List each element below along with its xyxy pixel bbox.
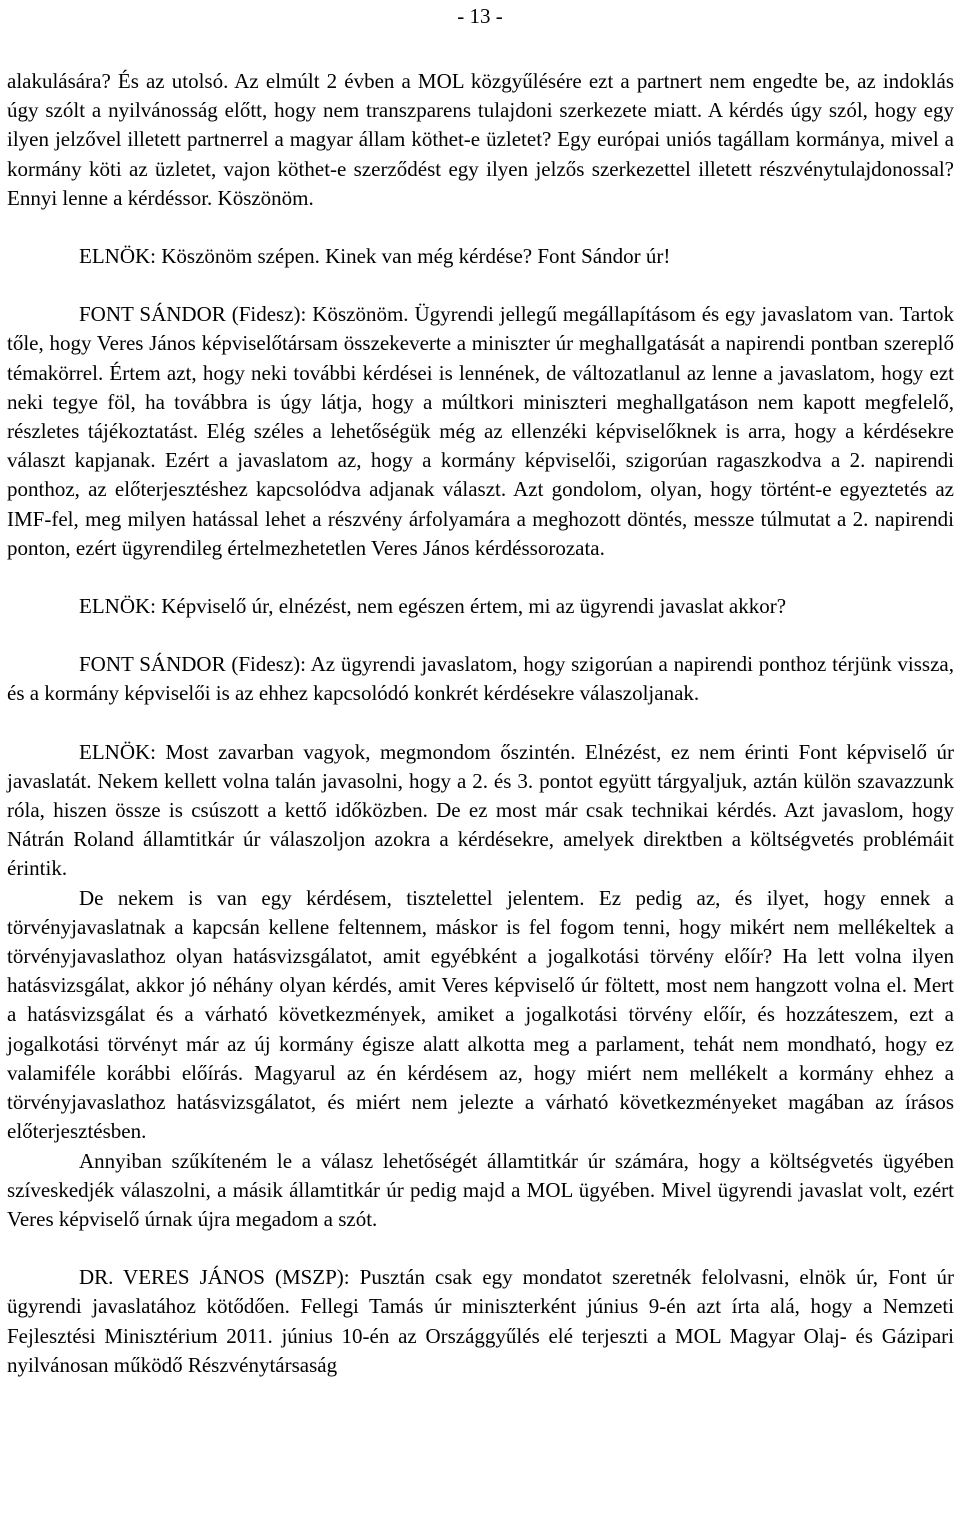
document-body (7, 67, 954, 1380)
page-number: - 13 - (457, 4, 503, 28)
paragraph-chair-question: ELNÖK: Képviselő úr, elnézést, nem egészen értem, mi az ügyrendi javaslat akkor? (79, 594, 787, 619)
paragraph-chair-own-question: De nekem is van egy kérdésem, tisztelettel jelentem. Ez pedig az, és ilyet, hogy ennek a törvényjavaslatnak a kapcsán kellene feltennem, máskor is fel fogom tenni, hogy mikért nem mellékeltek a törvényjavaslathoz olyan hatásvizsgálatot, amit egyébként a jogalkotási törvény előír? Ha lett volna ilyen hatásvizsgálat, akkor jó néhány olyan kérdés, amit Veres képviselő úr föltett, most nem hangzott volna el. Mert a hatásvizsgálat és a várható következmények, amiket a jogalkotási törvény előír, és hozzáteszem, ezt a jogalkotási törvényt már az új kormány égisze alatt alkotta meg a parlament, tehát nem mondható, hogy ez valamiféle korábbi előírás. Magyarul az én kérdésem az, hogy miért nem mellékelt a kormány ehhez a törvényjavaslathoz hatásvizsgálatot, és miért nem jelezte a várható következményeket magában az írásos előterjesztésben. (7, 885, 954, 1144)
paragraph-chair-thanks: ELNÖK: Köszönöm szépen. Kinek van még kérdése? Font Sándor úr! (79, 244, 671, 269)
paragraph-chair-narrowing: Annyiban szűkíteném le a válasz lehetőségét államtitkár úr számára, hogy a költségvetés ügyében szíveskedjék válaszolni, a másik államtitkár úr pedig majd a MOL ügyében. Mivel ügyrendi javaslat volt, ezért Veres képviselő úrnak újra megadom a szót. (7, 1148, 954, 1231)
paragraph-chair-response: ELNÖK: Most zavarban vagyok, megmondom őszintén. Elnézést, ez nem érinti Font képviselő úr javaslatát. Nekem kellett volna talán javasolni, hogy a 2. és 3. pontot együtt tárgyaljuk, aztán külön szavazzunk róla, hiszen össze is csúszott a kettő időközben. De ez most már csak technikai kérdés. Azt javaslom, hogy Nátrán Roland államtitkár úr válaszoljon azokra a kérdésekre, amelyek direktben a költségvetés problémáit érintik. (7, 739, 954, 881)
paragraph-question-continuation: alakulására? És az utolsó. Az elmúlt 2 évben a MOL közgyűlésére ezt a partnert nem engedte be, az indoklás úgy szólt a nyilvánosság előtt, hogy nem transzparens tulajdoni szerkezete miatt. A kérdés úgy szól, hogy egy ilyen jelzővel illetett partnerrel a magyar állam köthet-e üzletet? Egy európai uniós tagállam kormánya, mivel a kormány köti az üzletet, vajon köthet-e szerződést egy ilyen jelzős szerkezettel illetett részvénytulajdonossal? Ennyi lenne a kérdéssor. Köszönöm. (7, 69, 954, 210)
paragraph-font-proposal: FONT SÁNDOR (Fidesz): Az ügyrendi javaslatom, hogy szigorúan a napirendi ponthoz térjünk vissza, és a kormány képviselői is az ehhez kapcsolódó konkrét kérdésekre válaszoljanak. (7, 652, 954, 706)
paragraph-font-procedural-remark: FONT SÁNDOR (Fidesz): Köszönöm. Ügyrendi jellegű megállapításom és egy javaslatom van. Tartok tőle, hogy Veres János képviselőtársam összekeverte a miniszter úr meghallgatását a napirendi pontban szereplő témakörrel. Értem azt, hogy neki további kérdései is lennének, de változatlanul az lenne a javaslatom, hogy ezt neki tegye föl, ha továbbra is úgy látja, hogy a múltkori miniszteri meghallgatáson nem kapott megfelelő, részletes tájékoztatást. Elég széles a lehetőségük még az ellenzéki képviselőknek is arra, hogy a kérdésekre választ kapjanak. Ezért a javaslatom az, hogy a kormány képviselői, szigorúan ragaszkodva a 2. napirendi ponthoz, az előterjesztéshez kapcsolódva adjanak választ. Azt gondolom, olyan, hogy történt-e egyeztetés az IMF-fel, meg milyen hatással lehet a részvény árfolyamára a meghozott döntés, messze túlmutat a 2. napirendi ponton, ezért ügyrendileg értelmezhetetlen Veres János kérdéssorozata. (7, 302, 954, 560)
paragraph-veres-statement: DR. VERES JÁNOS (MSZP): Pusztán csak egy mondatot szeretnék felolvasni, elnök úr, Font úr ügyrendi javaslatához kötődően. Fellegi Tamás úr miniszterként június 9-én azt írta alá, hogy a Nemzeti Fejlesztési Minisztérium 2011. június 10-én az Országgyűlés elé terjeszti a MOL Magyar Olaj- és Gázipari nyilvánosan működő Részvénytársaság (7, 1265, 954, 1377)
